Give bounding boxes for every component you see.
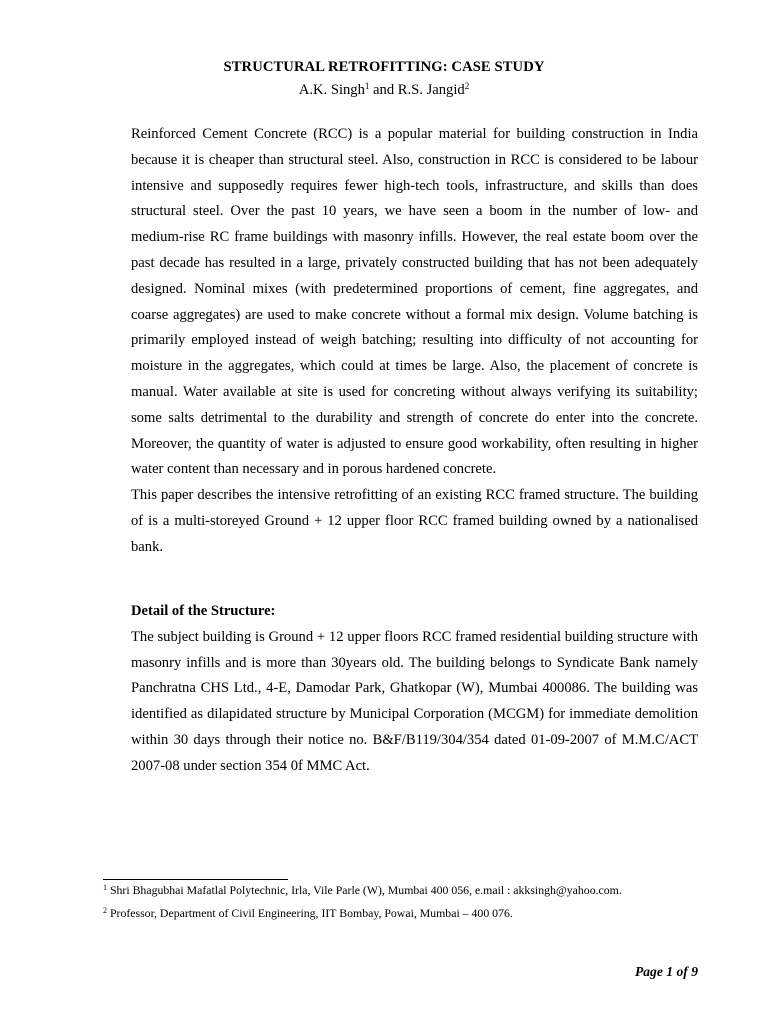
author-1-name: A.K. Singh (298, 82, 365, 98)
section-heading-detail: Detail of the Structure: (131, 603, 276, 619)
footnote-2-text: Professor, Department of Civil Engineering, IIT Bombay, Powai, Mumbai – 400 076. (107, 906, 513, 920)
paper-title: STRUCTURAL RETROFITTING: CASE STUDY (223, 59, 545, 75)
author-2-footnote-mark: 2 (464, 81, 470, 91)
footnote-2 (103, 906, 513, 920)
author-connector: and (369, 82, 398, 98)
footnote-1-text: Shri Bhagubhai Mafatlal Polytechnic, Irla, Vile Parle (W), Mumbai 400 056, e.mail : akksingh@yahoo.com. (107, 883, 622, 897)
detail-paragraph: The subject building is Ground + 12 upper floors RCC framed residential building structure with masonry infills and is more than 30years old. The building belongs to Syndicate Bank namely Panchratna CHS Ltd., 4-E, Damodar Park, Ghatkopar (W), Mumbai 400086. The building was identified as dilapidated structure by Municipal Corporation (MCGM) for immediate demolition within 30 days through their notice no. B&F/B119/304/354 dated 01-09-2007 of M.M.C/ACT 2007-08 under section 354 0f MMC Act. (131, 628, 698, 774)
author-2-name: R.S. Jangid (397, 82, 465, 98)
intro-paragraph-1: Reinforced Cement Concrete (RCC) is a popular material for building construction in India because it is cheaper than structural steel. Also, construction in RCC is considered to be labour intensive and supposedly requires fewer high-tech tools, infrastructure, and skills than does structural steel. Over the past 10 years, we have seen a boom in the number of low- and medium-rise RC frame buildings with masonry infills. However, the real estate boom over the past decade has resulted in a large, privately constructed building that has not been adequately designed. Nominal mixes (with predetermined proportions of cement, fine aggregates, and coarse aggregates) are used to make concrete without a formal mix design. Volume batching is primarily employed instead of weigh batching; resulting into difficulty of not accounting for moisture in the aggregates, which could at times be large. Also, the placement of concrete is manual. Water available at site is used for concreting without always verifying its suitability; some salts detrimental to the durability and strength of concrete do enter into the concrete. Moreover, the quantity of water is adjusted to ensure good workability, often resulting in higher water content than necessary and in porous hardened concrete. (131, 126, 698, 478)
author-1-footnote-mark: 1 (364, 81, 370, 91)
footnote-separator (103, 879, 288, 880)
footnote-1-mark: 1 (103, 883, 107, 892)
footnote-2-mark: 2 (103, 906, 107, 915)
introduction-section (131, 122, 698, 561)
detail-section (131, 599, 698, 780)
author-line (0, 82, 768, 99)
footnote-1 (103, 883, 622, 897)
page-number: Page 1 of 9 (634, 964, 698, 979)
intro-paragraph-2: This paper describes the intensive retrofitting of an existing RCC framed structure. The building of is a multi-storeyed Ground + 12 upper floor RCC framed building owned by a nationalised bank. (131, 487, 698, 555)
